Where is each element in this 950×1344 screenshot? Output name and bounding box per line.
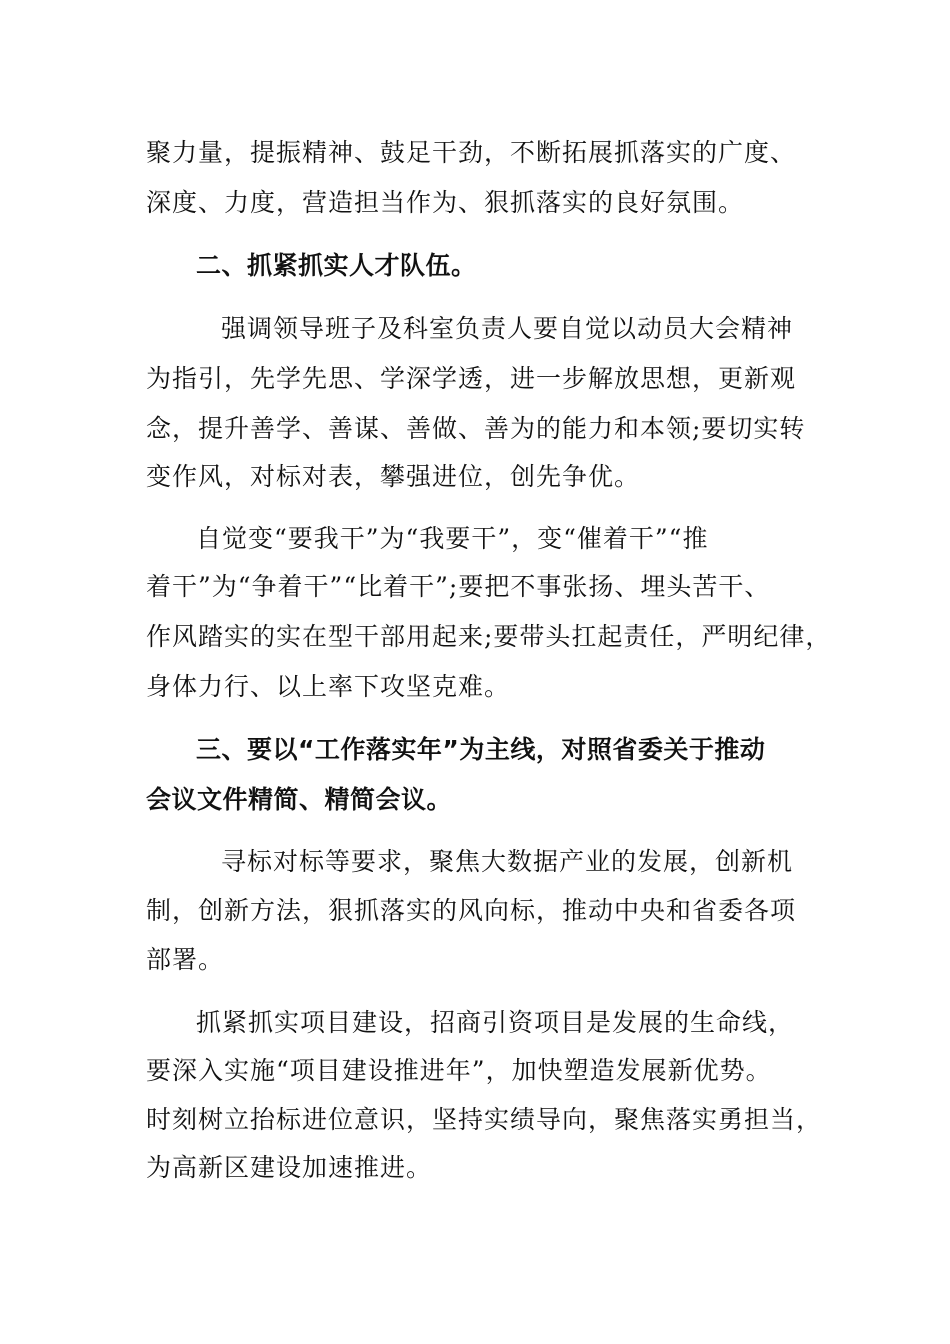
section-heading: 会议文件精简、精简会议。 xyxy=(146,785,453,814)
paragraph-line: 作风踏实的实在型干部用起来;要带头扛起责任，严明纪律， xyxy=(146,622,832,651)
paragraph-line: 寻标对标等要求，聚焦大数据产业的发展，创新机 xyxy=(221,847,794,876)
paragraph-line: 抓紧抓实项目建设，招商引资项目是发展的生命线， xyxy=(196,1008,795,1037)
paragraph-line: 深度、力度，营造担当作为、狠抓落实的良好氛围。 xyxy=(146,188,745,217)
paragraph-line: 强调领导班子及科室负责人要自觉以动员大会精神 xyxy=(221,314,794,343)
paragraph-line: 聚力量，提振精神、鼓足干劲，不断拓展抓落实的广度、 xyxy=(146,138,797,167)
paragraph-line: 念，提升善学、善谋、善做、善为的能力和本领;要切实转 xyxy=(146,414,806,443)
paragraph-line: 时刻树立抬标进位意识，坚持实绩导向，聚焦落实勇担当， xyxy=(146,1105,823,1134)
section-heading: 二、抓紧抓实人才队伍。 xyxy=(196,251,477,280)
section-heading: 三、要以“工作落实年”为主线，对照省委关于推动 xyxy=(196,735,766,764)
paragraph-line: 身体力行、以上率下攻坚克难。 xyxy=(146,672,511,701)
paragraph-line: 着干”为“争着干”“比着干”;要把不事张扬、埋头苦干、 xyxy=(146,572,771,601)
paragraph-line: 为指引，先学先思、学深学透，进一步解放思想，更新观 xyxy=(146,364,797,393)
paragraph-line: 部署。 xyxy=(146,945,225,974)
paragraph-line: 要深入实施“项目建设推进年”，加快塑造发展新优势。 xyxy=(146,1056,772,1085)
paragraph-line: 变作风，对标对表，攀强进位，创先争优。 xyxy=(146,462,641,491)
paragraph-line: 自觉变“要我干”为“我要干”，变“催着干”“推 xyxy=(196,524,709,553)
paragraph-line: 为高新区建设加速推进。 xyxy=(146,1153,433,1182)
paragraph-line: 制，创新方法，狠抓落实的风向标，推动中央和省委各项 xyxy=(146,896,797,925)
